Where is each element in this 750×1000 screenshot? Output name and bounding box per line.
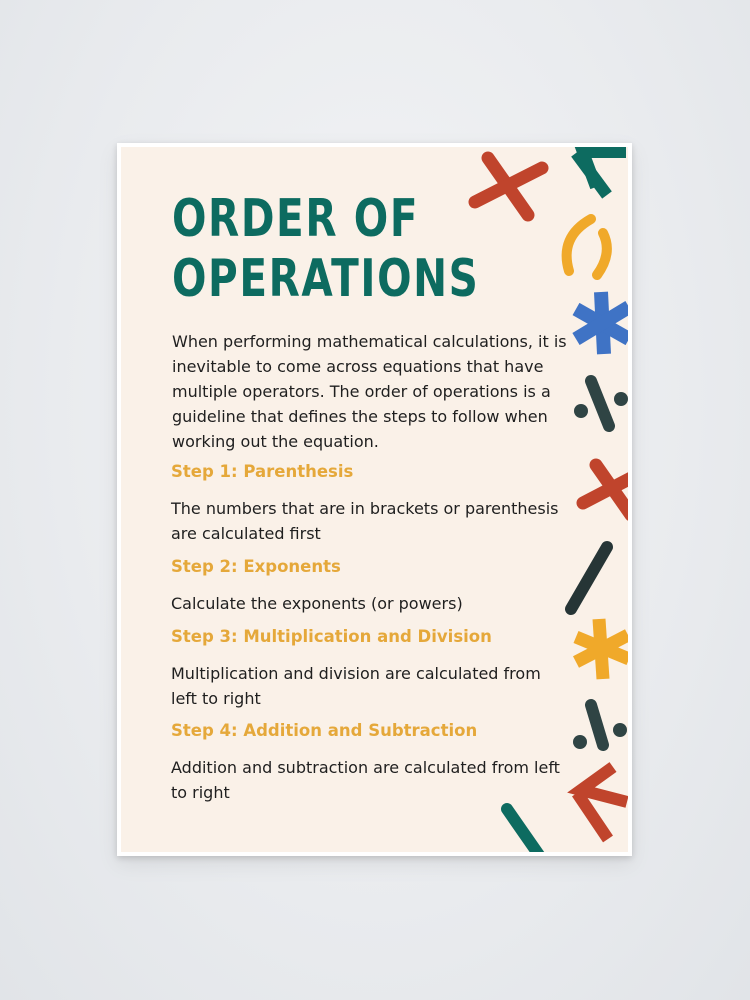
- title-line-1: ORDER OF: [172, 189, 420, 249]
- step-4-body: Addition and subtraction are calculated from left to right: [171, 758, 560, 802]
- parenthesis-icon: [567, 219, 607, 275]
- step-4-heading: Step 4: Addition and Subtraction: [171, 721, 478, 740]
- step-1-body: The numbers that are in brackets or parenthesis are calculated first: [171, 499, 559, 543]
- step-2-heading: Step 2: Exponents: [171, 557, 341, 576]
- minus-icon: [571, 547, 607, 609]
- intro-text: When performing mathematical calculations, it is inevitable to come across equations that have multiple operators. The order of operations is a guideline that defines the steps to follow when working out the equation.: [172, 332, 567, 451]
- multiply-icon: [475, 158, 542, 215]
- less-than-icon: [577, 767, 627, 839]
- less-than-icon: [576, 152, 626, 195]
- math-symbols-decoration: [121, 147, 628, 852]
- poster: [117, 143, 632, 856]
- step-3-body: Multiplication and division are calculated from left to right: [171, 664, 541, 708]
- divide-icon: [573, 705, 627, 749]
- asterisk-icon: [576, 292, 628, 354]
- step-3-heading: Step 3: Multiplication and Division: [171, 627, 492, 646]
- step-2-body: Calculate the exponents (or powers): [171, 594, 463, 613]
- title-line-2: OPERATIONS: [172, 249, 480, 309]
- divide-icon: [574, 381, 628, 426]
- step-1-heading: Step 1: Parenthesis: [171, 462, 354, 481]
- poster-paper: [121, 147, 628, 852]
- minus-icon: [507, 809, 539, 852]
- asterisk-icon: [576, 619, 628, 679]
- multiply-icon: [583, 465, 628, 515]
